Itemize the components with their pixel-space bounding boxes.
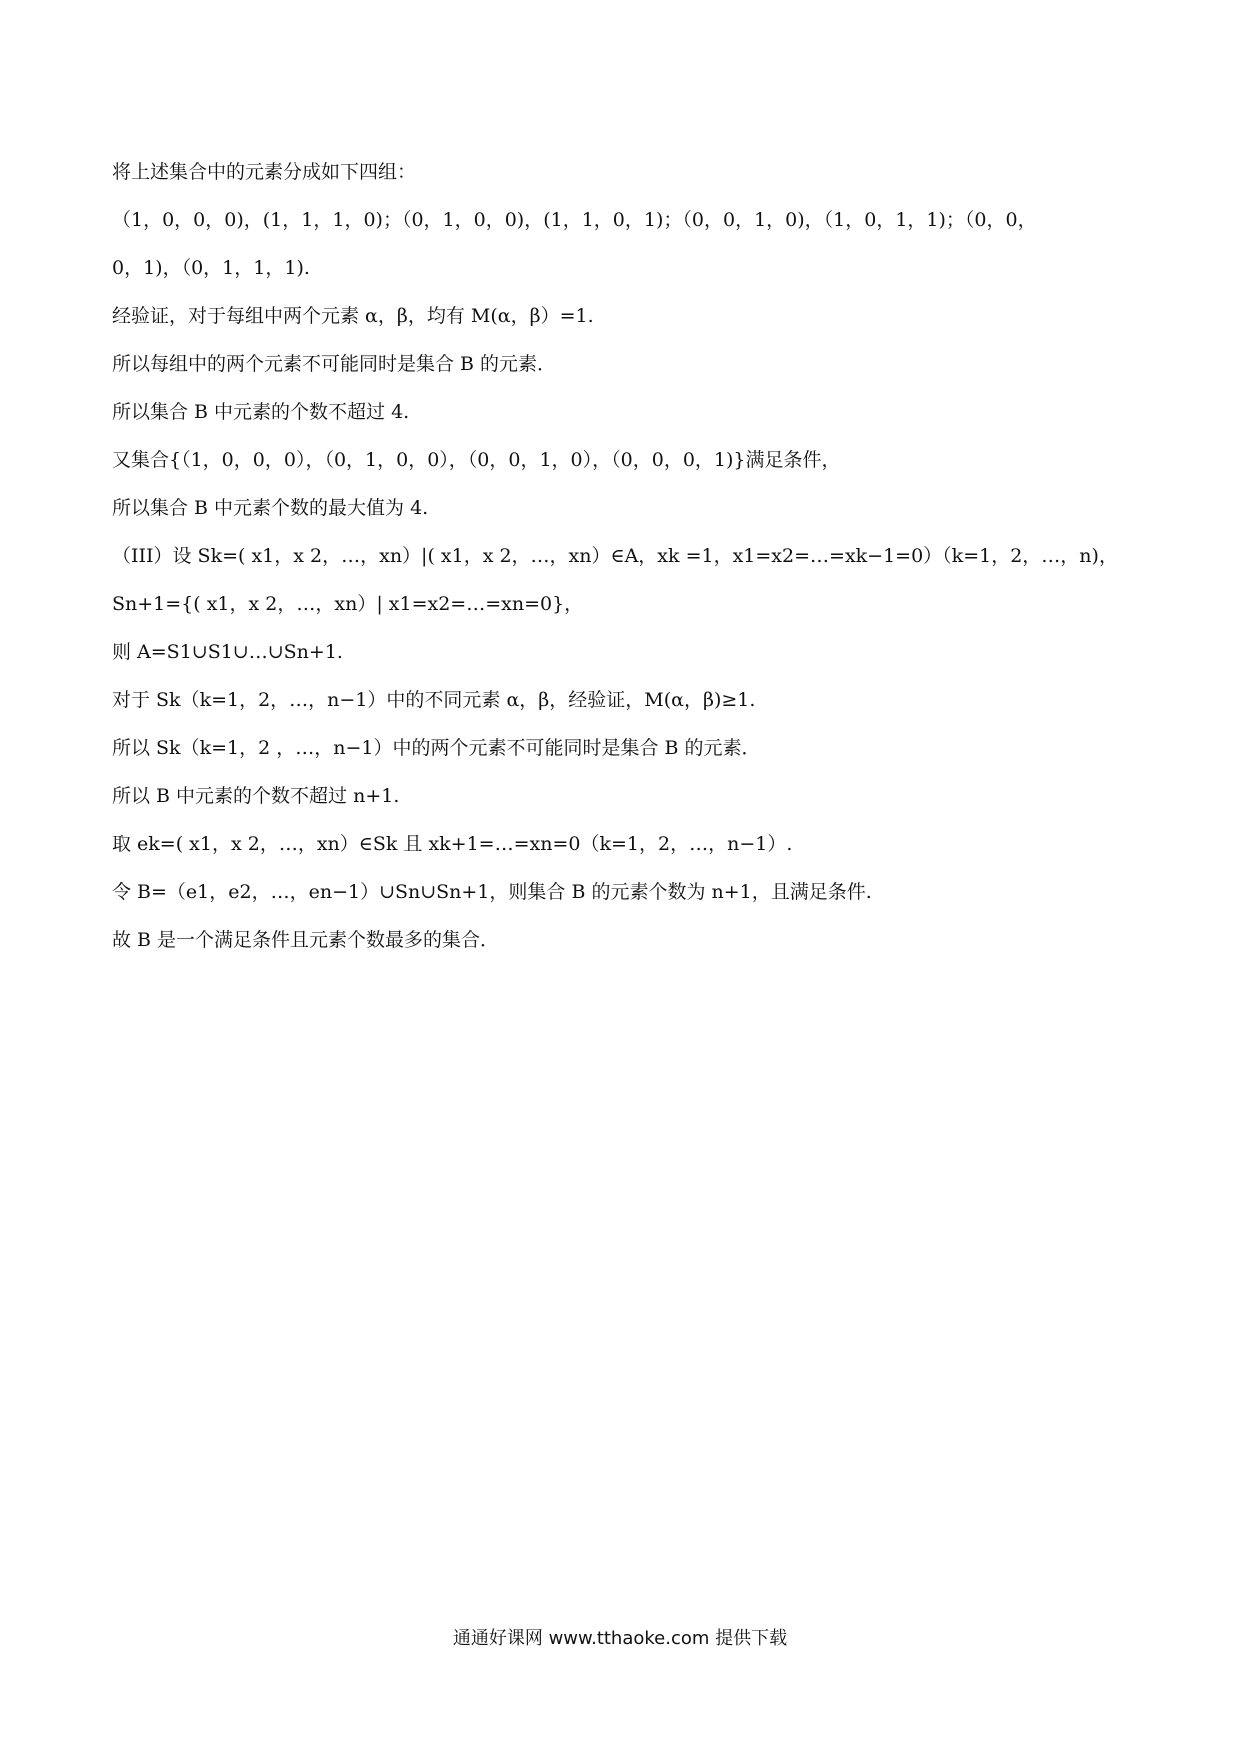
text-line-5: 所以每组中的两个元素不可能同时是集合 B 的元素． [112, 353, 557, 375]
text-line-17: 故 B 是一个满足条件且元素个数最多的集合． [112, 929, 500, 951]
text-line-14: 所以 B 中元素的个数不超过 n+1. [112, 785, 400, 807]
document-body [112, 158, 1142, 974]
text-line-2: （1，0，0，0)，(1，1，1，0)；（0，1，0，0)，(1，1，0，1)；（0，0，1，0)，（1，0，1，1)；（0，0， [112, 209, 1037, 231]
text-line-6: 所以集合 B 中元素的个数不超过 4. [112, 401, 410, 423]
text-line-13: 所以 Sk（k=1，2 ，…，n−1）中的两个元素不可能同时是集合 B 的元素． [112, 737, 761, 759]
text-line-12: 对于 Sk（k=1，2，…，n−1）中的不同元素 α，β，经验证，M(α，β)≥1. [112, 689, 756, 711]
text-line-8: 所以集合 B 中元素个数的最大值为 4. [112, 497, 429, 519]
text-line-15: 取 ek=( x1，x 2，…，xn）∈Sk 且 xk+1=…=xn=0（k=1，2，…，n−1）. [112, 833, 793, 855]
text-line-7: 又集合{（1，0，0，0），（0，1，0，0），（0，0，1，0），（0，0，0，1)}满足条件， [112, 449, 841, 471]
text-line-1: 将上述集合中的元素分成如下四组： [112, 161, 417, 183]
page-footer: 通通好课网 www.tthaoke.com 提供下载 [452, 1628, 788, 1649]
text-line-3: 0，1)，（0，1，1，1). [112, 257, 310, 279]
text-line-10: Sn+1={( x1，x 2，…，xn）| x1=x2=…=xn=0}， [112, 593, 584, 615]
text-line-9: （III）设 Sk=( x1，x 2，…，xn）|( x1，x 2，…，xn）∈A，xk =1，x1=x2=…=xk−1=0）（k=1，2，…，n)， [112, 545, 1118, 567]
text-line-11: 则 A=S1∪S1∪…∪Sn+1. [112, 641, 343, 663]
text-line-4: 经验证，对于每组中两个元素 α，β，均有 M(α，β）=1. [112, 305, 594, 327]
text-line-16: 令 B=（e1，e2，…，en−1）∪Sn∪Sn+1，则集合 B 的元素个数为 n+1，且满足条件. [112, 881, 872, 903]
